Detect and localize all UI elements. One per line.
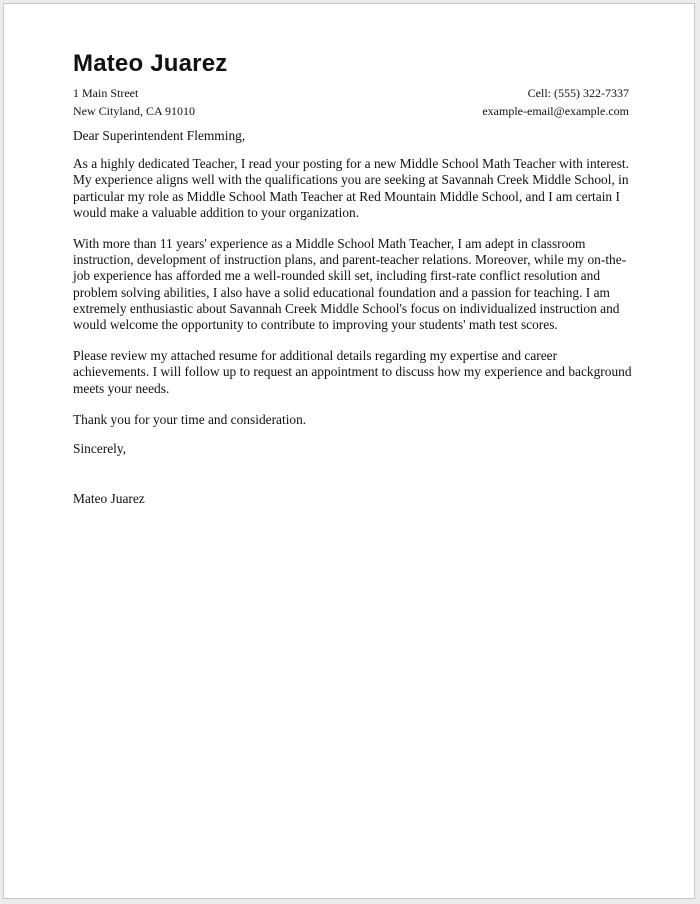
paragraph-3: Please review my attached resume for additional details regarding my expertise and career achievements. I will follow up to request an appointment to discuss how my experience and background meets your needs. [73, 348, 632, 396]
contact-row-2 [73, 102, 629, 120]
contact-block [73, 84, 629, 120]
letter-body [73, 128, 635, 507]
paragraph-2: With more than 11 years' experience as a Middle School Math Teacher, I am adept in classroom instruction, development of instruction plans, and parent-teacher relations. Moreover, while my on-the-job experience has afforded me a well-rounded skill set, including first-rate conflict resolution and problem solving abilities, I also have a solid educational foundation and a passion for teaching. I am extremely enthusiastic about Savannah Creek Middle School's focus on individualized instruction and would welcome the opportunity to contribute to improving your students' math test scores. [73, 236, 627, 333]
paragraph-1: As a highly dedicated Teacher, I read your posting for a new Middle School Math Teacher with interest. My experience aligns well with the qualifications you are seeking at Savannah Creek Middle School, in particular my role as Middle School Math Teacher at Red Mountain Middle School, and I am certain I would make a valuable addition to your organization. [73, 156, 629, 220]
signature: Mateo Juarez [73, 491, 145, 507]
email-address: example-email@example.com [482, 104, 629, 118]
letter-page [3, 3, 695, 899]
contact-row-1 [73, 84, 629, 102]
sender-name: Mateo Juarez [73, 50, 228, 77]
closing-line: Sincerely, [73, 441, 127, 457]
phone-number: Cell: (555) 322-7337 [527, 86, 629, 100]
salutation: Dear Superintendent Flemming, [73, 128, 246, 143]
address-line-2: New Cityland, CA 91010 [73, 104, 195, 118]
address-line-1: 1 Main Street [73, 86, 139, 100]
thanks-line: Thank you for your time and consideration. [73, 411, 307, 427]
